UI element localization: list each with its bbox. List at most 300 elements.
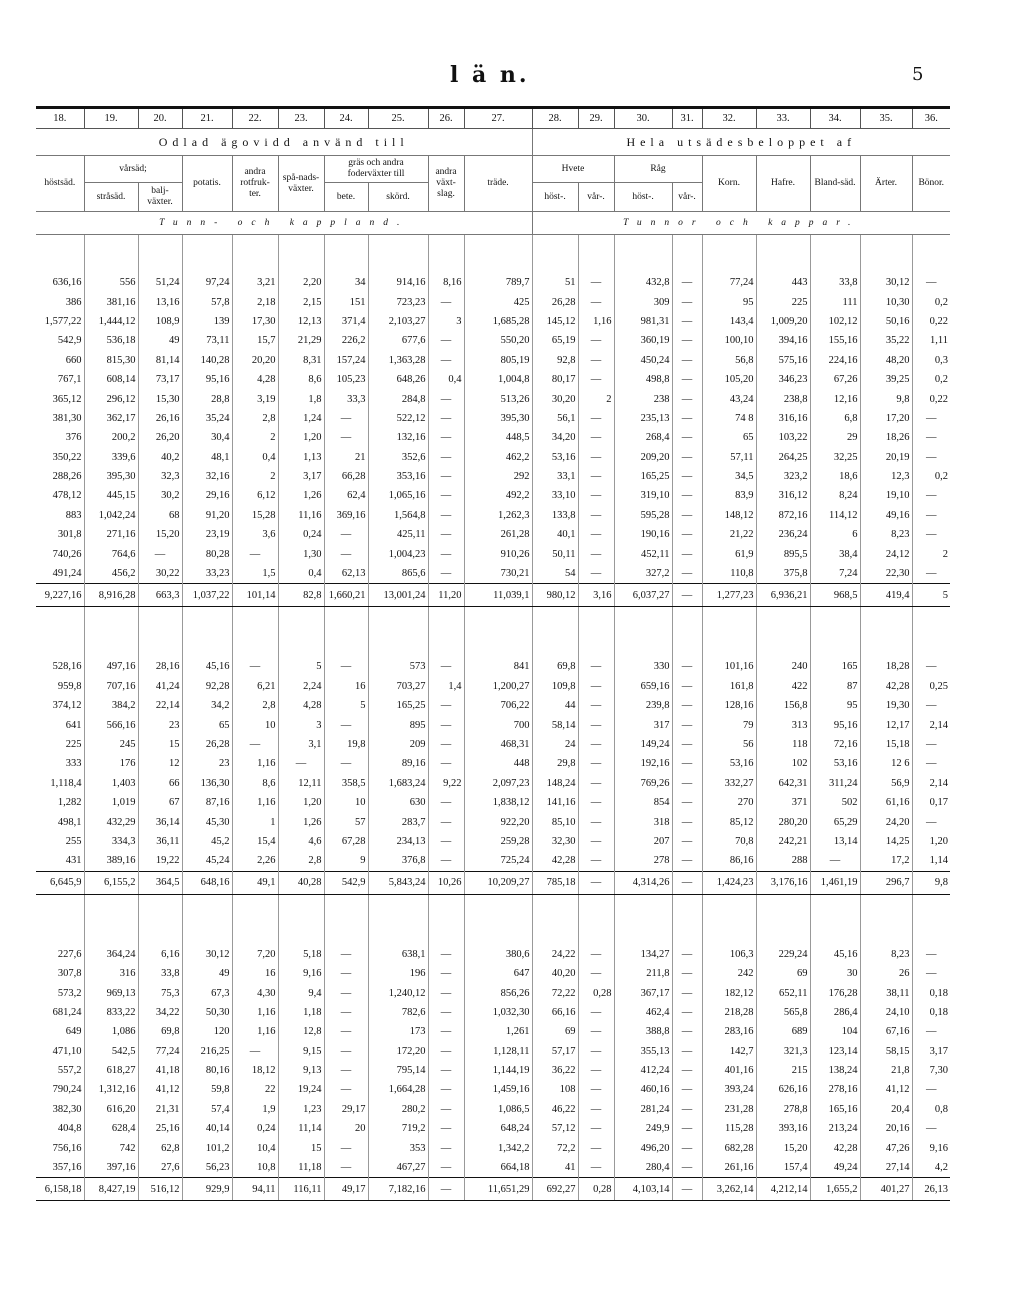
table-cell: 638,1 xyxy=(368,945,428,964)
table-cell: 62,4 xyxy=(324,486,368,505)
table-cell: 200,2 xyxy=(84,428,138,447)
table-cell: — xyxy=(578,774,614,793)
table-cell: 0,8 xyxy=(912,1100,950,1119)
table-cell: 87 xyxy=(810,677,860,696)
table-cell: 445,15 xyxy=(84,486,138,505)
table-cell: 33,23 xyxy=(182,564,232,584)
total-cell: 1,424,23 xyxy=(702,871,756,894)
table-cell: 362,17 xyxy=(84,409,138,428)
table-cell: 57,11 xyxy=(702,448,756,467)
table-cell: 95,16 xyxy=(182,370,232,389)
spacer-cell xyxy=(614,235,672,274)
spacer-cell xyxy=(672,894,702,945)
table-cell: 401,16 xyxy=(702,1061,756,1080)
table-cell: 5,18 xyxy=(278,945,324,964)
table-cell: 261,16 xyxy=(702,1158,756,1178)
table-cell: — xyxy=(672,312,702,331)
table-cell: 313 xyxy=(756,715,810,734)
table-cell: 284,8 xyxy=(368,389,428,408)
header-korn: Korn. xyxy=(702,156,756,212)
table-cell: 283,7 xyxy=(368,812,428,831)
table-cell: 703,27 xyxy=(368,677,428,696)
table-cell: — xyxy=(428,851,464,871)
table-cell: 39,25 xyxy=(860,370,912,389)
table-cell: 1,4 xyxy=(428,677,464,696)
column-number: 22. xyxy=(232,108,278,129)
table-cell: 72,16 xyxy=(810,735,860,754)
table-cell: 58,14 xyxy=(532,715,578,734)
table-cell: 1,564,8 xyxy=(368,506,428,525)
column-number: 26. xyxy=(428,108,464,129)
table-cell: — xyxy=(912,273,950,292)
spacer-cell xyxy=(428,607,464,658)
table-cell: — xyxy=(912,945,950,964)
table-cell: 2,18 xyxy=(232,292,278,311)
table-cell: 143,4 xyxy=(702,312,756,331)
table-cell: 225 xyxy=(756,292,810,311)
table-cell: 1,065,16 xyxy=(368,486,428,505)
table-cell: 292 xyxy=(464,467,532,486)
table-cell: 376 xyxy=(65,432,82,444)
table-cell: 376,8 xyxy=(368,851,428,871)
table-cell: 85,12 xyxy=(702,812,756,831)
table-cell: 53,16 xyxy=(702,754,756,773)
table-cell: — xyxy=(324,1061,368,1080)
table-cell: 74 8 xyxy=(702,409,756,428)
table-cell: 20 xyxy=(324,1119,368,1138)
table-cell: 595,28 xyxy=(614,506,672,525)
total-cell: 648,16 xyxy=(182,871,232,894)
total-cell: 6,158,18 xyxy=(36,1178,84,1201)
table-row xyxy=(36,448,950,467)
table-cell: 5 xyxy=(278,657,324,676)
table-cell: 346,23 xyxy=(756,370,810,389)
table-cell: 16 xyxy=(324,677,368,696)
table-cell: — xyxy=(578,331,614,350)
table-cell: 67 xyxy=(138,793,182,812)
table-cell: 0,18 xyxy=(912,983,950,1002)
table-cell: 700 xyxy=(464,715,532,734)
table-cell: 20,4 xyxy=(860,1100,912,1119)
table-cell: 95 xyxy=(810,696,860,715)
table-cell: 309 xyxy=(614,292,672,311)
table-cell: 11,16 xyxy=(278,506,324,525)
total-cell: 1,037,22 xyxy=(182,584,232,607)
total-cell: 116,11 xyxy=(278,1178,324,1201)
table-cell: 1,16 xyxy=(232,1003,278,1022)
table-cell: 393,24 xyxy=(702,1080,756,1099)
table-cell: — xyxy=(428,793,464,812)
total-cell: 11,651,29 xyxy=(464,1178,532,1201)
total-cell: 968,5 xyxy=(810,584,860,607)
table-cell: 462,4 xyxy=(614,1003,672,1022)
table-cell: 26,20 xyxy=(138,428,182,447)
table-cell: 79 xyxy=(702,715,756,734)
table-cell: 234,13 xyxy=(368,832,428,851)
table-cell: 38,4 xyxy=(810,544,860,563)
table-cell: 719,2 xyxy=(368,1119,428,1138)
spacer-cell xyxy=(810,894,860,945)
total-row xyxy=(36,1178,950,1201)
table-cell: — xyxy=(672,1100,702,1119)
table-cell: 12,17 xyxy=(860,715,912,734)
table-cell: 323,2 xyxy=(756,467,810,486)
table-cell: — xyxy=(672,983,702,1002)
spacer-cell xyxy=(232,894,278,945)
table-cell: 2 xyxy=(912,544,950,563)
table-cell: 182,12 xyxy=(702,983,756,1002)
table-cell: 41 xyxy=(532,1158,578,1178)
table-cell: 0,2 xyxy=(912,292,950,311)
table-cell: 142,7 xyxy=(702,1042,756,1061)
table-cell: 109,8 xyxy=(532,677,578,696)
table-cell: 108 xyxy=(532,1080,578,1099)
table-cell: — xyxy=(672,677,702,696)
table-cell: 242,21 xyxy=(756,832,810,851)
table-cell: — xyxy=(672,389,702,408)
table-cell: 111 xyxy=(810,292,860,311)
table-cell: 43,24 xyxy=(702,389,756,408)
table-cell: 72,2 xyxy=(532,1138,578,1157)
table-cell: — xyxy=(428,351,464,370)
table-cell: 271,16 xyxy=(84,525,138,544)
table-row xyxy=(36,812,950,831)
table-cell: 24,20 xyxy=(860,812,912,831)
table-cell: 0,2 xyxy=(912,467,950,486)
table-cell: 15 xyxy=(278,1138,324,1157)
spacer-cell xyxy=(810,235,860,274)
table-cell: 616,20 xyxy=(84,1100,138,1119)
table-cell: 19,24 xyxy=(278,1080,324,1099)
table-cell: 740,26 xyxy=(52,548,82,560)
table-cell: — xyxy=(672,715,702,734)
table-cell: 165,25 xyxy=(368,696,428,715)
table-cell: 50,16 xyxy=(860,312,912,331)
table-cell: 557,2 xyxy=(57,1065,82,1077)
table-cell: — xyxy=(324,1042,368,1061)
table-cell: 371 xyxy=(756,793,810,812)
table-cell: — xyxy=(428,945,464,964)
spacer-cell xyxy=(912,607,950,658)
table-cell: 49,24 xyxy=(810,1158,860,1178)
table-cell: 1,16 xyxy=(232,793,278,812)
table-row xyxy=(36,370,950,389)
table-cell: 371,4 xyxy=(324,312,368,331)
table-cell: — xyxy=(912,964,950,983)
table-cell: 642,31 xyxy=(756,774,810,793)
table-cell: 105,23 xyxy=(324,370,368,389)
table-cell: — xyxy=(912,696,950,715)
table-cell: 67,28 xyxy=(324,832,368,851)
table-row xyxy=(36,1138,950,1157)
table-cell: 26,16 xyxy=(138,409,182,428)
table-row xyxy=(36,696,950,715)
table-cell: 80,17 xyxy=(532,370,578,389)
table-row xyxy=(36,409,950,428)
total-cell: 516,12 xyxy=(138,1178,182,1201)
table-cell: 27,6 xyxy=(138,1158,182,1178)
spacer-cell xyxy=(36,607,84,658)
table-cell: — xyxy=(324,1138,368,1157)
table-cell: — xyxy=(672,1003,702,1022)
table-cell: — xyxy=(428,389,464,408)
table-cell: — xyxy=(324,657,368,676)
table-cell: 375,8 xyxy=(756,564,810,584)
total-cell: 419,4 xyxy=(860,584,912,607)
table-cell: 0,22 xyxy=(912,389,950,408)
table-cell: 45,30 xyxy=(182,812,232,831)
table-cell: 1,459,16 xyxy=(464,1080,532,1099)
table-cell: 339,6 xyxy=(84,448,138,467)
table-cell: — xyxy=(912,1022,950,1041)
table-cell: 425 xyxy=(464,292,532,311)
column-number: 30. xyxy=(614,108,672,129)
table-cell: 854 xyxy=(614,793,672,812)
spacer-cell xyxy=(702,235,756,274)
total-cell: 10,26 xyxy=(428,871,464,894)
total-cell: 6,037,27 xyxy=(614,584,672,607)
column-number: 32. xyxy=(702,108,756,129)
table-cell: 41,18 xyxy=(138,1061,182,1080)
table-cell: 229,24 xyxy=(756,945,810,964)
spacer-cell xyxy=(532,235,578,274)
table-cell: 70,8 xyxy=(702,832,756,851)
table-cell: 225 xyxy=(65,739,82,750)
table-cell: 327,2 xyxy=(614,564,672,584)
table-cell: 20,16 xyxy=(860,1119,912,1138)
table-cell: 139 xyxy=(182,312,232,331)
table-cell: — xyxy=(672,467,702,486)
total-cell: 1,461,19 xyxy=(810,871,860,894)
table-cell: 227,6 xyxy=(57,948,82,960)
table-cell: 1,16 xyxy=(578,312,614,331)
table-cell: 27,14 xyxy=(860,1158,912,1178)
table-cell: — xyxy=(672,1022,702,1041)
table-cell: 522,12 xyxy=(368,409,428,428)
table-cell: — xyxy=(324,1158,368,1178)
table-cell: 1,23 xyxy=(278,1100,324,1119)
table-cell: 9,13 xyxy=(278,1061,324,1080)
table-cell: 6 xyxy=(810,525,860,544)
table-cell: 321,3 xyxy=(756,1042,810,1061)
total-cell: 94,11 xyxy=(232,1178,278,1201)
table-cell: 630 xyxy=(368,793,428,812)
table-cell: — xyxy=(578,735,614,754)
table-cell: 4,6 xyxy=(278,832,324,851)
table-cell: 1,342,2 xyxy=(464,1138,532,1157)
table-cell: — xyxy=(672,525,702,544)
header-hafre: Hafre. xyxy=(756,156,810,212)
table-cell: 110,8 xyxy=(702,564,756,584)
table-cell: 255 xyxy=(65,835,82,847)
table-cell: 40,1 xyxy=(532,525,578,544)
table-cell: 81,14 xyxy=(138,351,182,370)
table-cell: 196 xyxy=(368,964,428,983)
table-row xyxy=(36,351,950,370)
table-cell: 15,30 xyxy=(138,389,182,408)
table-cell: 556 xyxy=(84,273,138,292)
table-row xyxy=(36,544,950,563)
table-cell: 176,28 xyxy=(810,983,860,1002)
table-cell: — xyxy=(428,832,464,851)
table-cell: 8,16 xyxy=(428,273,464,292)
table-cell: 40,20 xyxy=(532,964,578,983)
table-row xyxy=(36,754,950,773)
table-cell: — xyxy=(912,735,950,754)
table-row xyxy=(36,793,950,812)
table-cell: 536,18 xyxy=(84,331,138,350)
column-number-row xyxy=(36,108,950,129)
table-cell: 872,16 xyxy=(756,506,810,525)
table-cell: 13,14 xyxy=(810,832,860,851)
total-cell: 1,660,21 xyxy=(324,584,368,607)
table-cell: 190,16 xyxy=(614,525,672,544)
table-cell: 393,16 xyxy=(756,1119,810,1138)
table-cell: 42,28 xyxy=(860,677,912,696)
table-cell: 1,20 xyxy=(278,428,324,447)
total-cell: — xyxy=(672,871,702,894)
table-cell: 48,1 xyxy=(182,448,232,467)
table-cell: 45,16 xyxy=(182,657,232,676)
table-cell: — xyxy=(912,506,950,525)
table-cell: — xyxy=(324,1022,368,1041)
table-cell: — xyxy=(672,292,702,311)
table-cell: 59,8 xyxy=(182,1080,232,1099)
group-spacer xyxy=(36,607,950,658)
total-cell: 26,13 xyxy=(912,1178,950,1201)
table-cell: 2 xyxy=(578,389,614,408)
table-cell: 895,5 xyxy=(756,544,810,563)
table-cell: — xyxy=(672,945,702,964)
table-cell: 664,18 xyxy=(464,1158,532,1178)
table-cell: 641 xyxy=(65,719,82,731)
table-cell: 33,3 xyxy=(324,389,368,408)
total-row xyxy=(36,584,950,607)
table-cell: 542,5 xyxy=(84,1042,138,1061)
table-cell: 381,16 xyxy=(84,292,138,311)
table-cell: 443 xyxy=(756,273,810,292)
table-cell: 157,4 xyxy=(756,1158,810,1178)
table-cell: 278,8 xyxy=(756,1100,810,1119)
table-cell: 764,6 xyxy=(84,544,138,563)
table-cell: 34,5 xyxy=(702,467,756,486)
table-row xyxy=(36,506,950,525)
table-cell: — xyxy=(428,657,464,676)
table-cell: 0,3 xyxy=(912,351,950,370)
table-cell: 550,20 xyxy=(464,331,532,350)
table-cell: — xyxy=(428,292,464,311)
table-cell: 8,6 xyxy=(232,774,278,793)
table-cell: 41,12 xyxy=(860,1080,912,1099)
table-row xyxy=(36,292,950,311)
column-number: 27. xyxy=(464,108,532,129)
table-cell: — xyxy=(324,1003,368,1022)
total-cell: 40,28 xyxy=(278,871,324,894)
table-cell: — xyxy=(428,428,464,447)
table-cell: 1,144,19 xyxy=(464,1061,532,1080)
table-cell: 268,4 xyxy=(614,428,672,447)
table-row xyxy=(36,945,950,964)
table-cell: 352,6 xyxy=(368,448,428,467)
header-hvete: Hvete xyxy=(532,156,614,183)
table-cell: 1,444,12 xyxy=(84,312,138,331)
spacer-cell xyxy=(36,894,84,945)
spacer-cell xyxy=(278,235,324,274)
table-cell: — xyxy=(912,1119,950,1138)
total-cell: — xyxy=(578,871,614,894)
spacer-cell xyxy=(672,235,702,274)
table-cell: 21,22 xyxy=(702,525,756,544)
table-cell: 240 xyxy=(756,657,810,676)
total-cell: 1,655,2 xyxy=(810,1178,860,1201)
table-cell: — xyxy=(672,564,702,584)
table-cell: 49 xyxy=(182,964,232,983)
table-cell: 386 xyxy=(65,296,82,308)
table-cell: — xyxy=(324,428,368,447)
table-cell: 471,10 xyxy=(52,1045,82,1057)
header-gras: gräs och andra foderväxter till xyxy=(324,156,428,183)
table-cell: — xyxy=(578,292,614,311)
table-cell: — xyxy=(428,1158,464,1178)
table-cell: 1,403 xyxy=(84,774,138,793)
table-cell: 2,8 xyxy=(232,409,278,428)
table-cell: — xyxy=(578,506,614,525)
table-cell: 7,30 xyxy=(912,1061,950,1080)
table-cell: 45,2 xyxy=(182,832,232,851)
total-cell: 4,103,14 xyxy=(614,1178,672,1201)
table-cell: 42,28 xyxy=(532,851,578,871)
table-cell: 15,20 xyxy=(138,525,182,544)
column-number: 28. xyxy=(532,108,578,129)
table-cell: 67,3 xyxy=(182,983,232,1002)
table-cell: 18,26 xyxy=(860,428,912,447)
table-cell: 261,28 xyxy=(464,525,532,544)
table-cell: 30,20 xyxy=(532,389,578,408)
table-cell: — xyxy=(428,1119,464,1138)
table-row xyxy=(36,486,950,505)
spacer-cell xyxy=(368,607,428,658)
table-row xyxy=(36,677,950,696)
table-row xyxy=(36,851,950,871)
table-cell: 238,8 xyxy=(756,389,810,408)
table-cell: 16 xyxy=(232,964,278,983)
table-cell: 2,103,27 xyxy=(368,312,428,331)
table-cell: — xyxy=(324,715,368,734)
table-cell: — xyxy=(672,1138,702,1157)
spacer-cell xyxy=(368,235,428,274)
column-number: 29. xyxy=(578,108,614,129)
table-cell: 12,3 xyxy=(860,467,912,486)
table-cell: 730,21 xyxy=(464,564,532,584)
table-cell: 91,20 xyxy=(182,506,232,525)
table-cell: 132,16 xyxy=(368,428,428,447)
table-cell: 61,9 xyxy=(702,544,756,563)
table-cell: 8,31 xyxy=(278,351,324,370)
table-cell: — xyxy=(428,754,464,773)
table-cell: — xyxy=(428,812,464,831)
table-row xyxy=(36,331,950,350)
table-cell: 1,261 xyxy=(464,1022,532,1041)
table-cell: 769,26 xyxy=(614,774,672,793)
table-cell: 1,18 xyxy=(278,1003,324,1022)
table-row xyxy=(36,964,950,983)
table-cell: 317 xyxy=(614,715,672,734)
table-row xyxy=(36,428,950,447)
table-cell: 45,16 xyxy=(810,945,860,964)
table-cell: — xyxy=(912,525,950,544)
table-cell: 528,16 xyxy=(52,661,82,673)
table-cell: — xyxy=(428,1061,464,1080)
